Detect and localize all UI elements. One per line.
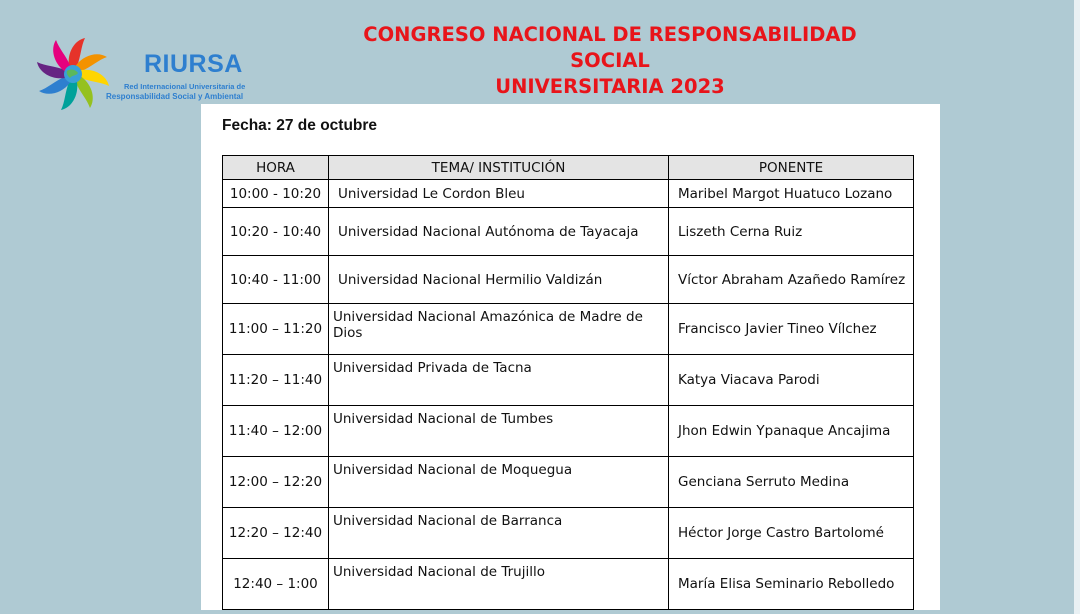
title-line-1: CONGRESO NACIONAL DE RESPONSABILIDAD SOCIAL — [363, 23, 857, 72]
cell-hora: 11:00 – 11:20 — [223, 304, 329, 355]
schedule-table — [222, 155, 914, 610]
table-row — [223, 559, 914, 610]
cell-hora: 12:00 – 12:20 — [223, 457, 329, 508]
logo-tagline-line2: Responsabilidad Social y Ambiental — [106, 92, 244, 101]
table-row — [223, 256, 914, 304]
cell-tema: Universidad Nacional Amazónica de Madre de Dios — [329, 304, 669, 355]
cell-hora: 11:40 – 12:00 — [223, 406, 329, 457]
window-edge — [1074, 0, 1080, 614]
table-row — [223, 508, 914, 559]
hands-circle-logo-icon — [36, 34, 110, 114]
cell-ponente: Jhon Edwin Ypanaque Ancajima — [669, 406, 914, 457]
title-line-2: UNIVERSITARIA 2023 — [495, 75, 725, 98]
table-row — [223, 355, 914, 406]
cell-hora: 11:20 – 11:40 — [223, 355, 329, 406]
cell-hora: 10:00 - 10:20 — [223, 180, 329, 208]
table-row — [223, 304, 914, 355]
column-header-ponente: PONENTE — [669, 156, 914, 180]
cell-ponente: Genciana Serruto Medina — [669, 457, 914, 508]
cell-hora: 12:40 – 1:00 — [223, 559, 329, 610]
cell-ponente: Katya Viacava Parodi — [669, 355, 914, 406]
table-row — [223, 457, 914, 508]
cell-tema: Universidad Nacional de Trujillo — [329, 559, 669, 610]
cell-tema: Universidad Nacional de Tumbes — [329, 406, 669, 457]
cell-tema: Universidad Nacional Autónoma de Tayacaja — [329, 208, 669, 256]
cell-hora: 12:20 – 12:40 — [223, 508, 329, 559]
date-label: Fecha: 27 de octubre — [222, 117, 378, 134]
cell-ponente: Maribel Margot Huatuco Lozano — [669, 180, 914, 208]
cell-ponente: María Elisa Seminario Rebolledo — [669, 559, 914, 610]
cell-ponente: Liszeth Cerna Ruiz — [669, 208, 914, 256]
riursa-logo — [36, 34, 286, 114]
cell-tema: Universidad Le Cordon Bleu — [329, 180, 669, 208]
cell-tema: Universidad Privada de Tacna — [329, 355, 669, 406]
table-header-row — [223, 156, 914, 180]
logo-tagline-line1: Red Internacional Universitaria de — [124, 82, 246, 91]
cell-ponente: Francisco Javier Tineo Vílchez — [669, 304, 914, 355]
table-row — [223, 180, 914, 208]
cell-ponente: Héctor Jorge Castro Bartolomé — [669, 508, 914, 559]
cell-tema: Universidad Nacional de Barranca — [329, 508, 669, 559]
logo-name: RIURSA — [144, 50, 243, 78]
table-row — [223, 406, 914, 457]
table-row — [223, 208, 914, 256]
cell-tema: Universidad Nacional de Moquegua — [329, 457, 669, 508]
cell-tema: Universidad Nacional Hermilio Valdizán — [329, 256, 669, 304]
page-title — [330, 22, 890, 100]
cell-hora: 10:40 - 11:00 — [223, 256, 329, 304]
cell-ponente: Víctor Abraham Azañedo Ramírez — [669, 256, 914, 304]
cell-hora: 10:20 - 10:40 — [223, 208, 329, 256]
column-header-tema: TEMA/ INSTITUCIÓN — [329, 156, 669, 180]
column-header-hora: HORA — [223, 156, 329, 180]
schedule-sheet — [201, 104, 940, 610]
